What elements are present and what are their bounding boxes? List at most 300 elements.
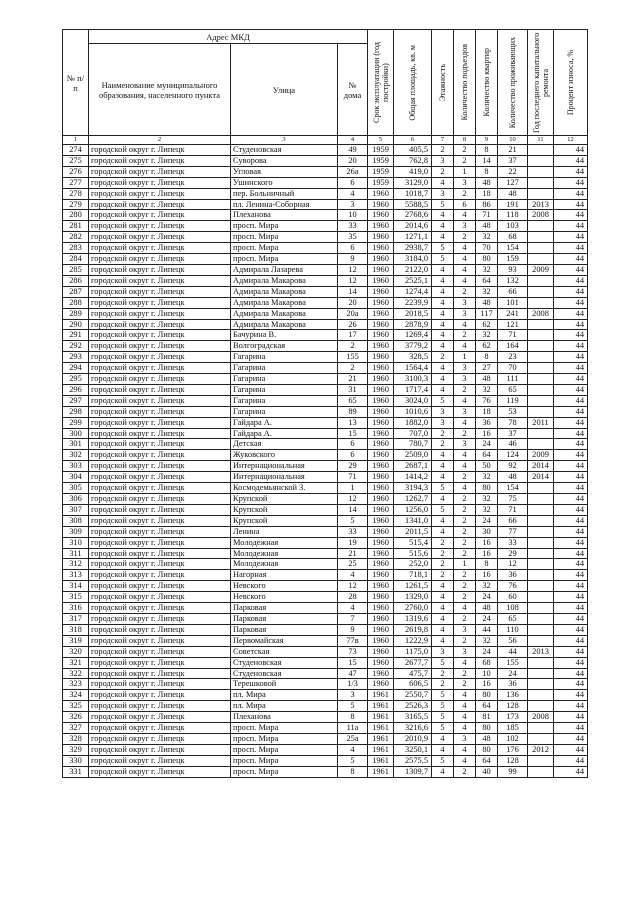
cell-entrances: 2 bbox=[454, 635, 476, 646]
cell-wear: 44 bbox=[554, 712, 588, 723]
cell-wear: 44 bbox=[554, 352, 588, 363]
cell-repair-year bbox=[528, 548, 554, 559]
table-row bbox=[63, 384, 588, 395]
table-row bbox=[63, 232, 588, 243]
cell-house: 1/3 bbox=[338, 679, 368, 690]
cell-wear: 44 bbox=[554, 450, 588, 461]
cell-wear: 44 bbox=[554, 439, 588, 450]
cell-number: 286 bbox=[63, 275, 89, 286]
table-header bbox=[63, 30, 588, 145]
cell-repair-year bbox=[528, 384, 554, 395]
cell-repair-year: 2014 bbox=[528, 461, 554, 472]
cell-residents: 99 bbox=[498, 766, 528, 777]
cell-floors: 2 bbox=[432, 537, 454, 548]
table-row bbox=[63, 603, 588, 614]
cell-number: 311 bbox=[63, 548, 89, 559]
cell-municipality: городской округ г. Липецк bbox=[89, 254, 231, 265]
cell-area: 405,5 bbox=[394, 145, 432, 156]
cell-number: 304 bbox=[63, 472, 89, 483]
cell-apartments: 18 bbox=[476, 188, 498, 199]
cell-apartments: 14 bbox=[476, 155, 498, 166]
cell-street: Невского bbox=[231, 581, 338, 592]
cell-year: 1960 bbox=[368, 275, 394, 286]
cell-number: 319 bbox=[63, 635, 89, 646]
cell-house: 5 bbox=[338, 701, 368, 712]
cell-municipality: городской округ г. Липецк bbox=[89, 679, 231, 690]
cell-house: 2 bbox=[338, 341, 368, 352]
cell-house: 4 bbox=[338, 188, 368, 199]
cell-street: Детская bbox=[231, 439, 338, 450]
cell-area: 475,7 bbox=[394, 668, 432, 679]
cell-floors: 5 bbox=[432, 254, 454, 265]
table-row bbox=[63, 701, 588, 712]
cell-area: 2010,9 bbox=[394, 733, 432, 744]
cell-year: 1960 bbox=[368, 581, 394, 592]
cell-residents: 118 bbox=[498, 210, 528, 221]
cell-municipality: городской округ г. Липецк bbox=[89, 592, 231, 603]
cell-wear: 44 bbox=[554, 723, 588, 734]
cell-floors: 2 bbox=[432, 559, 454, 570]
cell-year: 1960 bbox=[368, 254, 394, 265]
cell-number: 321 bbox=[63, 657, 89, 668]
cell-residents: 53 bbox=[498, 406, 528, 417]
cell-repair-year: 2012 bbox=[528, 744, 554, 755]
cell-municipality: городской округ г. Липецк bbox=[89, 417, 231, 428]
cell-area: 3250,1 bbox=[394, 744, 432, 755]
cell-wear: 44 bbox=[554, 341, 588, 352]
cell-wear: 44 bbox=[554, 624, 588, 635]
cell-area: 1564,4 bbox=[394, 363, 432, 374]
cell-floors: 2 bbox=[432, 145, 454, 156]
cell-year: 1961 bbox=[368, 723, 394, 734]
cell-street: просп. Мира bbox=[231, 243, 338, 254]
table-row bbox=[63, 395, 588, 406]
cell-residents: 24 bbox=[498, 668, 528, 679]
cell-number: 326 bbox=[63, 712, 89, 723]
cell-area: 2525,1 bbox=[394, 275, 432, 286]
cell-repair-year bbox=[528, 297, 554, 308]
cell-floors: 3 bbox=[432, 188, 454, 199]
cell-apartments: 62 bbox=[476, 341, 498, 352]
cell-year: 1961 bbox=[368, 766, 394, 777]
cell-municipality: городской округ г. Липецк bbox=[89, 755, 231, 766]
cell-municipality: городской округ г. Липецк bbox=[89, 210, 231, 221]
cell-floors: 5 bbox=[432, 712, 454, 723]
cell-area: 2011,5 bbox=[394, 526, 432, 537]
cell-area: 2550,7 bbox=[394, 690, 432, 701]
cell-year: 1959 bbox=[368, 177, 394, 188]
cell-number: 312 bbox=[63, 559, 89, 570]
cell-municipality: городской округ г. Липецк bbox=[89, 352, 231, 363]
cell-residents: 128 bbox=[498, 701, 528, 712]
cell-area: 780,7 bbox=[394, 439, 432, 450]
cell-apartments: 24 bbox=[476, 439, 498, 450]
cell-entrances: 2 bbox=[454, 232, 476, 243]
cell-municipality: городской округ г. Липецк bbox=[89, 624, 231, 635]
cell-entrances: 2 bbox=[454, 472, 476, 483]
cell-municipality: городской округ г. Липецк bbox=[89, 559, 231, 570]
cell-number: 274 bbox=[63, 145, 89, 156]
cell-apartments: 64 bbox=[476, 275, 498, 286]
cell-house: 35 bbox=[338, 232, 368, 243]
cell-repair-year bbox=[528, 603, 554, 614]
cell-repair-year bbox=[528, 504, 554, 515]
cell-house: 25 bbox=[338, 559, 368, 570]
cell-wear: 44 bbox=[554, 363, 588, 374]
cell-house: 11а bbox=[338, 723, 368, 734]
cell-year: 1959 bbox=[368, 155, 394, 166]
cell-apartments: 32 bbox=[476, 264, 498, 275]
cell-street: пл. Мира bbox=[231, 701, 338, 712]
table-row bbox=[63, 668, 588, 679]
table-row bbox=[63, 145, 588, 156]
cell-entrances: 1 bbox=[454, 559, 476, 570]
cell-street: Ленина bbox=[231, 526, 338, 537]
cell-area: 1329,0 bbox=[394, 592, 432, 603]
cell-year: 1960 bbox=[368, 635, 394, 646]
cell-floors: 4 bbox=[432, 744, 454, 755]
cell-apartments: 48 bbox=[476, 603, 498, 614]
cell-street: просп. Мира bbox=[231, 766, 338, 777]
cell-residents: 65 bbox=[498, 384, 528, 395]
cell-house: 8 bbox=[338, 766, 368, 777]
cell-street: Парковая bbox=[231, 603, 338, 614]
cell-residents: 33 bbox=[498, 537, 528, 548]
cell-entrances: 2 bbox=[454, 286, 476, 297]
cell-area: 419,0 bbox=[394, 166, 432, 177]
cell-house: 33 bbox=[338, 221, 368, 232]
cell-street: Парковая bbox=[231, 613, 338, 624]
cell-number: 330 bbox=[63, 755, 89, 766]
cell-floors: 3 bbox=[432, 155, 454, 166]
cell-floors: 4 bbox=[432, 374, 454, 385]
cell-residents: 154 bbox=[498, 243, 528, 254]
cell-apartments: 8 bbox=[476, 166, 498, 177]
cell-area: 1175,0 bbox=[394, 646, 432, 657]
cell-year: 1960 bbox=[368, 559, 394, 570]
cell-house: 25а bbox=[338, 733, 368, 744]
cell-wear: 44 bbox=[554, 635, 588, 646]
column-number: 2 bbox=[89, 136, 231, 145]
cell-repair-year bbox=[528, 668, 554, 679]
cell-area: 3184,0 bbox=[394, 254, 432, 265]
cell-number: 314 bbox=[63, 581, 89, 592]
cell-municipality: городской округ г. Липецк bbox=[89, 603, 231, 614]
cell-residents: 37 bbox=[498, 428, 528, 439]
cell-street: Терешковой bbox=[231, 679, 338, 690]
cell-repair-year bbox=[528, 657, 554, 668]
cell-repair-year bbox=[528, 581, 554, 592]
cell-street: Бачурина В. bbox=[231, 330, 338, 341]
cell-year: 1959 bbox=[368, 145, 394, 156]
table-row bbox=[63, 581, 588, 592]
cell-street: Волгоградская bbox=[231, 341, 338, 352]
column-number-row bbox=[63, 136, 588, 145]
cell-street: Молодежная bbox=[231, 537, 338, 548]
table-row bbox=[63, 319, 588, 330]
cell-floors: 4 bbox=[432, 472, 454, 483]
cell-house: 49 bbox=[338, 145, 368, 156]
table-row bbox=[63, 679, 588, 690]
cell-house: 33 bbox=[338, 526, 368, 537]
cell-repair-year bbox=[528, 341, 554, 352]
cell-residents: 65 bbox=[498, 613, 528, 624]
cell-floors: 2 bbox=[432, 548, 454, 559]
cell-floors: 4 bbox=[432, 341, 454, 352]
cell-house: 5 bbox=[338, 515, 368, 526]
cell-house: 6 bbox=[338, 243, 368, 254]
cell-area: 3216,6 bbox=[394, 723, 432, 734]
cell-area: 1262,7 bbox=[394, 494, 432, 505]
cell-street: Советская bbox=[231, 646, 338, 657]
cell-entrances: 4 bbox=[454, 417, 476, 428]
cell-number: 288 bbox=[63, 297, 89, 308]
cell-area: 1271,1 bbox=[394, 232, 432, 243]
cell-number: 318 bbox=[63, 624, 89, 635]
cell-entrances: 3 bbox=[454, 646, 476, 657]
cell-number: 306 bbox=[63, 494, 89, 505]
cell-residents: 29 bbox=[498, 548, 528, 559]
cell-repair-year bbox=[528, 559, 554, 570]
cell-residents: 66 bbox=[498, 286, 528, 297]
table-row bbox=[63, 210, 588, 221]
cell-area: 2687,1 bbox=[394, 461, 432, 472]
cell-wear: 44 bbox=[554, 199, 588, 210]
cell-apartments: 81 bbox=[476, 712, 498, 723]
cell-repair-year bbox=[528, 166, 554, 177]
cell-repair-year: 2009 bbox=[528, 264, 554, 275]
cell-apartments: 16 bbox=[476, 679, 498, 690]
table-row bbox=[63, 330, 588, 341]
cell-residents: 12 bbox=[498, 559, 528, 570]
cell-house: 15 bbox=[338, 428, 368, 439]
cell-wear: 44 bbox=[554, 308, 588, 319]
cell-street: Студеновская bbox=[231, 657, 338, 668]
cell-entrances: 4 bbox=[454, 210, 476, 221]
cell-repair-year bbox=[528, 635, 554, 646]
cell-residents: 66 bbox=[498, 515, 528, 526]
cell-wear: 44 bbox=[554, 701, 588, 712]
cell-entrances: 6 bbox=[454, 199, 476, 210]
cell-house: 29 bbox=[338, 461, 368, 472]
cell-area: 1882,0 bbox=[394, 417, 432, 428]
cell-house: 10 bbox=[338, 210, 368, 221]
housing-register-table bbox=[62, 29, 588, 778]
cell-floors: 2 bbox=[432, 428, 454, 439]
cell-street: Адмирала Макарова bbox=[231, 319, 338, 330]
cell-residents: 70 bbox=[498, 363, 528, 374]
cell-residents: 159 bbox=[498, 254, 528, 265]
cell-house: 28 bbox=[338, 592, 368, 603]
cell-year: 1960 bbox=[368, 286, 394, 297]
cell-year: 1960 bbox=[368, 319, 394, 330]
cell-year: 1960 bbox=[368, 341, 394, 352]
cell-municipality: городской округ г. Липецк bbox=[89, 384, 231, 395]
table-row bbox=[63, 155, 588, 166]
cell-apartments: 86 bbox=[476, 199, 498, 210]
cell-repair-year bbox=[528, 679, 554, 690]
cell-entrances: 3 bbox=[454, 439, 476, 450]
cell-wear: 44 bbox=[554, 145, 588, 156]
cell-area: 515,6 bbox=[394, 548, 432, 559]
table-row bbox=[63, 613, 588, 624]
cell-area: 1010,6 bbox=[394, 406, 432, 417]
header-residents: Количество проживающих bbox=[498, 30, 528, 136]
cell-area: 2239,9 bbox=[394, 297, 432, 308]
cell-apartments: 8 bbox=[476, 145, 498, 156]
cell-entrances: 3 bbox=[454, 308, 476, 319]
cell-apartments: 48 bbox=[476, 374, 498, 385]
cell-area: 762,8 bbox=[394, 155, 432, 166]
cell-number: 325 bbox=[63, 701, 89, 712]
cell-wear: 44 bbox=[554, 592, 588, 603]
cell-area: 5588,5 bbox=[394, 199, 432, 210]
cell-municipality: городской округ г. Липецк bbox=[89, 177, 231, 188]
cell-area: 707,0 bbox=[394, 428, 432, 439]
cell-floors: 4 bbox=[432, 384, 454, 395]
cell-area: 2619,8 bbox=[394, 624, 432, 635]
cell-entrances: 2 bbox=[454, 526, 476, 537]
cell-wear: 44 bbox=[554, 613, 588, 624]
cell-municipality: городской округ г. Липецк bbox=[89, 723, 231, 734]
table-row bbox=[63, 177, 588, 188]
header-apartments: Количество квартир bbox=[476, 30, 498, 136]
cell-wear: 44 bbox=[554, 461, 588, 472]
cell-house: 65 bbox=[338, 395, 368, 406]
cell-residents: 110 bbox=[498, 624, 528, 635]
table-row bbox=[63, 592, 588, 603]
cell-municipality: городской округ г. Липецк bbox=[89, 581, 231, 592]
cell-municipality: городской округ г. Липецк bbox=[89, 733, 231, 744]
cell-entrances: 2 bbox=[454, 537, 476, 548]
cell-year: 1961 bbox=[368, 733, 394, 744]
cell-street: Гайдара А. bbox=[231, 428, 338, 439]
table-row bbox=[63, 570, 588, 581]
cell-area: 3165,5 bbox=[394, 712, 432, 723]
cell-residents: 44 bbox=[498, 646, 528, 657]
cell-number: 284 bbox=[63, 254, 89, 265]
cell-street: Интернациональная bbox=[231, 472, 338, 483]
cell-street: Студеновская bbox=[231, 145, 338, 156]
cell-floors: 5 bbox=[432, 657, 454, 668]
cell-number: 327 bbox=[63, 723, 89, 734]
cell-number: 309 bbox=[63, 526, 89, 537]
table-row bbox=[63, 624, 588, 635]
cell-year: 1960 bbox=[368, 657, 394, 668]
cell-street: просп. Мира bbox=[231, 723, 338, 734]
cell-entrances: 2 bbox=[454, 613, 476, 624]
cell-house: 20 bbox=[338, 297, 368, 308]
cell-repair-year: 2013 bbox=[528, 646, 554, 657]
cell-number: 295 bbox=[63, 374, 89, 385]
cell-street: просп. Мира bbox=[231, 733, 338, 744]
cell-house: 4 bbox=[338, 603, 368, 614]
header-area: Общая площадь, кв. м bbox=[394, 30, 432, 136]
cell-year: 1959 bbox=[368, 166, 394, 177]
cell-year: 1961 bbox=[368, 744, 394, 755]
column-number: 11 bbox=[528, 136, 554, 145]
cell-street: Плеханова bbox=[231, 712, 338, 723]
cell-floors: 5 bbox=[432, 690, 454, 701]
cell-street: Невского bbox=[231, 592, 338, 603]
cell-municipality: городской округ г. Липецк bbox=[89, 232, 231, 243]
cell-floors: 2 bbox=[432, 352, 454, 363]
column-number: 10 bbox=[498, 136, 528, 145]
cell-entrances: 4 bbox=[454, 483, 476, 494]
cell-residents: 185 bbox=[498, 723, 528, 734]
cell-number: 275 bbox=[63, 155, 89, 166]
cell-apartments: 80 bbox=[476, 690, 498, 701]
cell-year: 1961 bbox=[368, 701, 394, 712]
cell-year: 1960 bbox=[368, 297, 394, 308]
table-row bbox=[63, 297, 588, 308]
cell-street: Космодемьянской З. bbox=[231, 483, 338, 494]
table-row bbox=[63, 264, 588, 275]
table-row bbox=[63, 428, 588, 439]
cell-residents: 132 bbox=[498, 275, 528, 286]
cell-area: 1018,7 bbox=[394, 188, 432, 199]
cell-wear: 44 bbox=[554, 515, 588, 526]
cell-repair-year: 2013 bbox=[528, 199, 554, 210]
cell-residents: 136 bbox=[498, 690, 528, 701]
cell-area: 606,5 bbox=[394, 679, 432, 690]
cell-apartments: 24 bbox=[476, 515, 498, 526]
cell-repair-year: 2014 bbox=[528, 472, 554, 483]
cell-entrances: 2 bbox=[454, 515, 476, 526]
cell-wear: 44 bbox=[554, 243, 588, 254]
cell-house: 89 bbox=[338, 406, 368, 417]
cell-apartments: 80 bbox=[476, 483, 498, 494]
cell-residents: 76 bbox=[498, 581, 528, 592]
cell-number: 289 bbox=[63, 308, 89, 319]
cell-municipality: городской округ г. Липецк bbox=[89, 330, 231, 341]
cell-floors: 4 bbox=[432, 286, 454, 297]
cell-floors: 4 bbox=[432, 624, 454, 635]
cell-residents: 121 bbox=[498, 319, 528, 330]
header-number: № п/п bbox=[63, 30, 89, 136]
cell-repair-year bbox=[528, 624, 554, 635]
cell-number: 297 bbox=[63, 395, 89, 406]
table-row bbox=[63, 723, 588, 734]
cell-house: 6 bbox=[338, 450, 368, 461]
cell-area: 1269,4 bbox=[394, 330, 432, 341]
cell-entrances: 1 bbox=[454, 352, 476, 363]
cell-wear: 44 bbox=[554, 537, 588, 548]
table-row bbox=[63, 199, 588, 210]
cell-apartments: 27 bbox=[476, 363, 498, 374]
cell-municipality: городской округ г. Липецк bbox=[89, 439, 231, 450]
cell-street: Жуковского bbox=[231, 450, 338, 461]
column-number: 1 bbox=[63, 136, 89, 145]
cell-area: 3194,3 bbox=[394, 483, 432, 494]
table-row bbox=[63, 417, 588, 428]
cell-municipality: городской округ г. Липецк bbox=[89, 341, 231, 352]
cell-residents: 37 bbox=[498, 155, 528, 166]
cell-year: 1960 bbox=[368, 537, 394, 548]
cell-municipality: городской округ г. Липецк bbox=[89, 744, 231, 755]
column-number: 6 bbox=[394, 136, 432, 145]
cell-street: Адмирала Макарова bbox=[231, 297, 338, 308]
column-number: 8 bbox=[454, 136, 476, 145]
cell-year: 1961 bbox=[368, 690, 394, 701]
cell-apartments: 50 bbox=[476, 461, 498, 472]
cell-municipality: городской округ г. Липецк bbox=[89, 461, 231, 472]
cell-entrances: 4 bbox=[454, 319, 476, 330]
cell-number: 305 bbox=[63, 483, 89, 494]
cell-apartments: 16 bbox=[476, 537, 498, 548]
cell-wear: 44 bbox=[554, 570, 588, 581]
cell-wear: 44 bbox=[554, 297, 588, 308]
